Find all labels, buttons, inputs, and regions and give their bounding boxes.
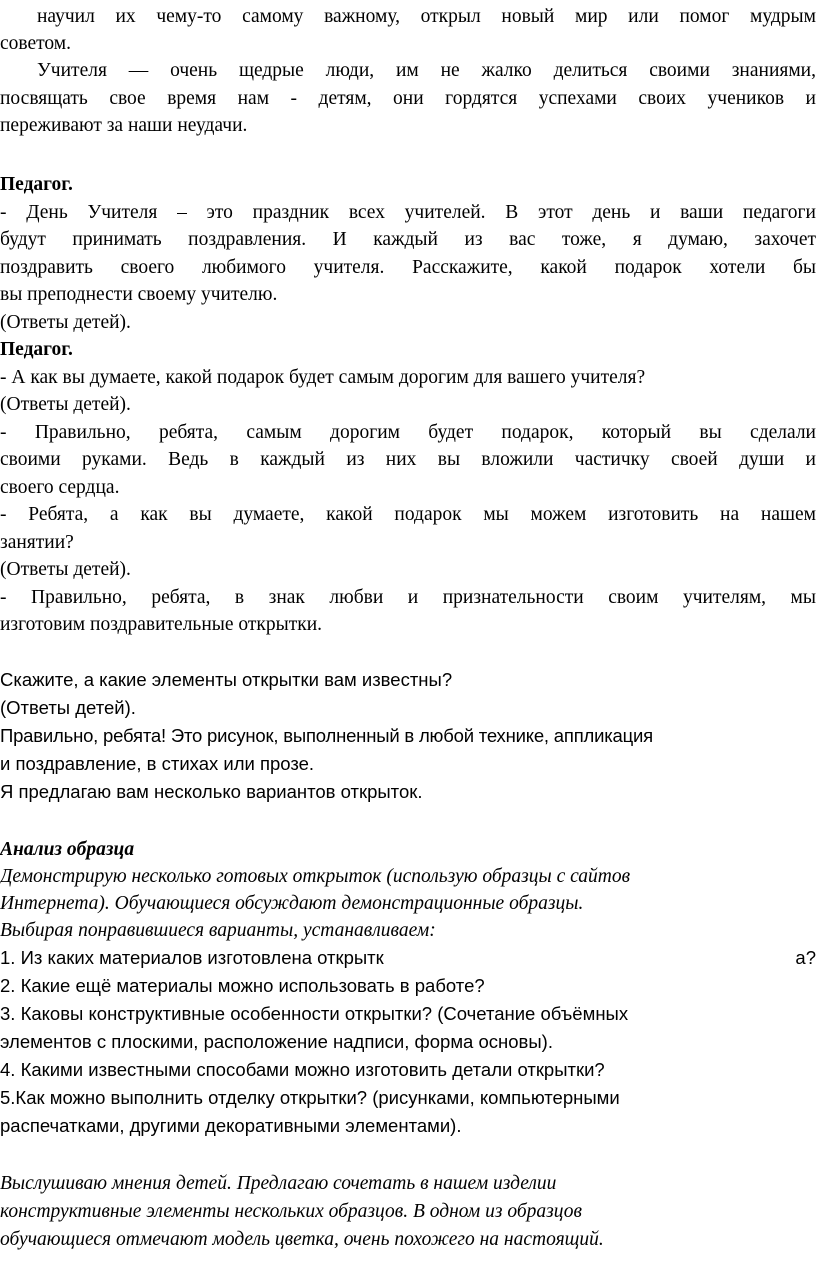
- text-line: и поздравление, в стихах или прозе.: [0, 753, 315, 774]
- text-line: элементов с плоскими, расположение надписи, форма основы).: [0, 1031, 553, 1052]
- question-text: 1. Из каких материалов изготовлена открытк: [0, 947, 384, 968]
- text-line: своими руками. Ведь в каждый из них вы вложили частичку своей души и: [0, 449, 816, 470]
- text-line: 2. Какие ещё материалы можно использовать в работе?: [0, 975, 485, 996]
- text-line: (Ответы детей).: [0, 697, 136, 718]
- text-line: переживают за наши неудачи.: [0, 115, 248, 136]
- text-line: занятии?: [0, 532, 74, 553]
- text-line: 3. Каковы конструктивные особенности открытки? (Сочетание объёмных: [0, 1003, 629, 1024]
- text-line: - А как вы думаете, какой подарок будет самым дорогим для вашего учителя?: [0, 367, 646, 388]
- section-heading: Анализ образца: [0, 839, 135, 860]
- text-line: - День Учителя – это праздник всех учителей. В этот день и ваши педагоги: [0, 202, 816, 223]
- speaker-heading: Педагог.: [0, 174, 73, 195]
- text-line: Выбирая понравившиеся варианты, устанавливаем:: [0, 920, 436, 941]
- text-line: Учителя — очень щедрые люди, им не жалко делиться своими знаниями,: [37, 60, 816, 81]
- text-line: (Ответы детей).: [0, 312, 131, 333]
- text-line: (Ответы детей).: [0, 559, 131, 580]
- text-line: изготовим поздравительные открытки.: [0, 614, 323, 635]
- text-line: конструктивные элементы нескольких образцов. В одном из образцов: [0, 1201, 582, 1222]
- text-line: 4. Какими известными способами можно изготовить детали открытки?: [0, 1059, 605, 1080]
- text-line: советом.: [0, 33, 72, 54]
- text-line: Выслушиваю мнения детей. Предлагаю сочетать в нашем изделии: [0, 1173, 557, 1194]
- text-line: распечатками, другими декоративными элементами).: [0, 1115, 462, 1136]
- text-line: своего сердца.: [0, 477, 120, 498]
- text-line: Правильно, ребята! Это рисунок, выполненный в любой технике, аппликация: [0, 725, 653, 746]
- text-line: - Ребята, а как вы думаете, какой подарок мы можем изготовить на нашем: [0, 504, 816, 525]
- text-line: Демонстрирую несколько готовых открыток (использую образцы с сайтов: [0, 866, 631, 887]
- text-line: - Правильно, ребята, самым дорогим будет подарок, который вы сделали: [0, 422, 816, 443]
- text-line: будут принимать поздравления. И каждый из вас тоже, я думаю, захочет: [0, 229, 816, 250]
- text-line: обучающиеся отмечают модель цветка, очень похожего на настоящий.: [0, 1229, 604, 1250]
- text-line: научил их чему-то самому важному, открыл новый мир или помог мудрым: [37, 6, 816, 27]
- text-line: - Правильно, ребята, в знак любви и признательности своим учителям, мы: [0, 587, 816, 608]
- text-line: Скажите, а какие элементы открытки вам известны?: [0, 669, 453, 690]
- text-line: поздравить своего любимого учителя. Расскажите, какой подарок хотели бы: [0, 257, 816, 278]
- speaker-heading: Педагог.: [0, 339, 73, 360]
- text-line: 5.Как можно выполнить отделку открытки? (рисунками, компьютерными: [0, 1087, 620, 1108]
- question-line: [0, 944, 816, 971]
- text-line: вы преподнести своему учителю.: [0, 284, 278, 305]
- text-line: Я предлагаю вам несколько вариантов открыток.: [0, 781, 423, 802]
- text-line: Интернета). Обучающиеся обсуждают демонстрационные образцы.: [0, 893, 584, 914]
- text-line: посвящать свое время нам - детям, они гордятся успехами своих учеников и: [0, 88, 816, 109]
- question-text-tail: а?: [795, 947, 816, 968]
- text-line: (Ответы детей).: [0, 394, 131, 415]
